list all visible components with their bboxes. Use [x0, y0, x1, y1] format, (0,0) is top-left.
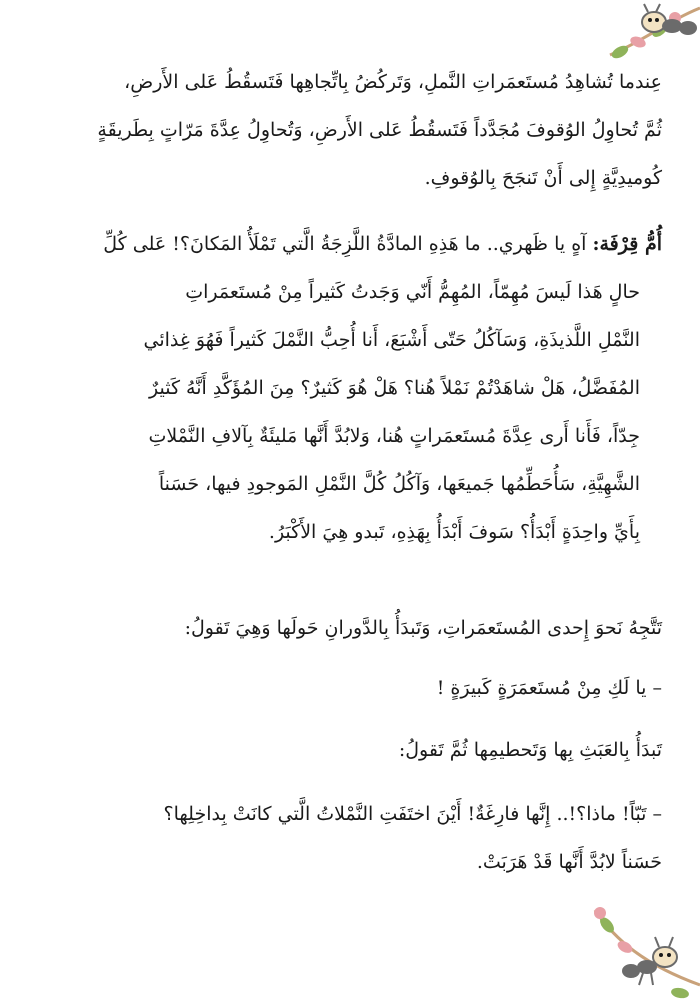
paragraph-3: [38, 726, 662, 774]
text-line: كُوميدِيَّةٍ إِلى أَنْ تَنجَحَ بِالوُقوفِ.: [424, 167, 662, 189]
speaker-name: أُمُّ قِرْفَة:: [592, 233, 662, 255]
speech-continuation: [60, 268, 640, 556]
text-line: النَّمْلِ اللَّذيذَةِ، وَسَآكُلُ حَتّى أَشْبَعَ، أَنا أُحِبُّ النَّمْلَ كَثيراً فَهُوَ غِذائي: [143, 329, 640, 351]
dialog-line-2: [38, 790, 662, 886]
paragraph-2: [38, 604, 662, 652]
text-line: الشَّهِيَّةِ، سَأُحَطِّمُها جَميعَها، وَآكُلُ كُلَّ النَّمْلِ المَوجودِ فيها، حَسَناً: [158, 473, 640, 495]
text-line: عِندما تُشاهِدُ مُستَعمَراتِ النَّملِ، وَتَركُضُ بِاتِّجاهِها فَتَسقُطُ عَلى الأَرضِ،: [124, 71, 662, 93]
dialog-line-1: [38, 664, 662, 712]
paragraph-1: [38, 58, 662, 202]
speech-first-line: [38, 220, 662, 268]
speech-umm-qirfa: [38, 220, 662, 268]
text-line: تَبدَأُ بِالعَبَثِ بِها وَتَحطيمِها ثُمَّ تَقولُ:: [398, 739, 662, 761]
text-line: تَتَّجِهُ نَحوَ إِحدى المُستَعمَراتِ، وَتَبدَأُ بِالدَّورانِ حَولَها وَهِيَ تَقولُ:: [184, 617, 662, 639]
ant-on-branch-illustration-bottom: [585, 905, 700, 1000]
text-line: – يا لَكِ مِنْ مُستَعمَرَةٍ كَبيرَةٍ !: [436, 677, 662, 699]
text-line: – تَبّاً! ماذا؟!.. إِنَّها فارِغَةٌ! أَيْنَ اختَفَتِ النَّمْلاتُ الَّتي كانَتْ بِداخِلِها؟: [163, 803, 662, 825]
text-line: ثُمَّ تُحاوِلُ الوُقوفَ مُجَدَّداً فَتَسقُطُ عَلى الأَرضِ، وَتُحاوِلُ عِدَّةَ مَرّاتٍ بِطَريقَةٍ: [97, 119, 662, 141]
text-line: جِدّاً، فَأَنا أَرى عِدَّةَ مُستَعمَراتٍ هُنا، وَلابُدَّ أَنَّها مَليئَةٌ بِآلافِ النَّمْلاتِ: [148, 425, 640, 447]
text-line: بِأَيِّ واحِدَةٍ أَبْدَأُ؟ سَوفَ أَبْدَأُ بِهَذِهِ، تَبدو هِيَ الأَكْبَرُ.: [268, 521, 640, 543]
text-line: حَسَناً لابُدَّ أَنَّها قَدْ هَرَبَتْ.: [476, 851, 662, 873]
text-line: حالٍ هَذا لَيسَ مُهِمّاً، المُهِمُّ أَنّي وَجَدتُ كَثيراً مِنْ مُستَعمَراتِ: [185, 281, 640, 303]
speech-text: آهٍ يا ظَهري.. ما هَذِهِ المادَّةُ اللَّزِجَةُ الَّتي تَمْلَأُ المَكانَ؟! عَلى كُلِّ: [103, 233, 593, 255]
text-line: المُفَضَّلُ، هَلْ شاهَدْتُمْ نَمْلاً هُنا؟ هَلْ هُوَ كَثيرٌ؟ مِنَ المُؤَكَّدِ أَنَّهُ كَثيرٌ: [149, 377, 640, 399]
